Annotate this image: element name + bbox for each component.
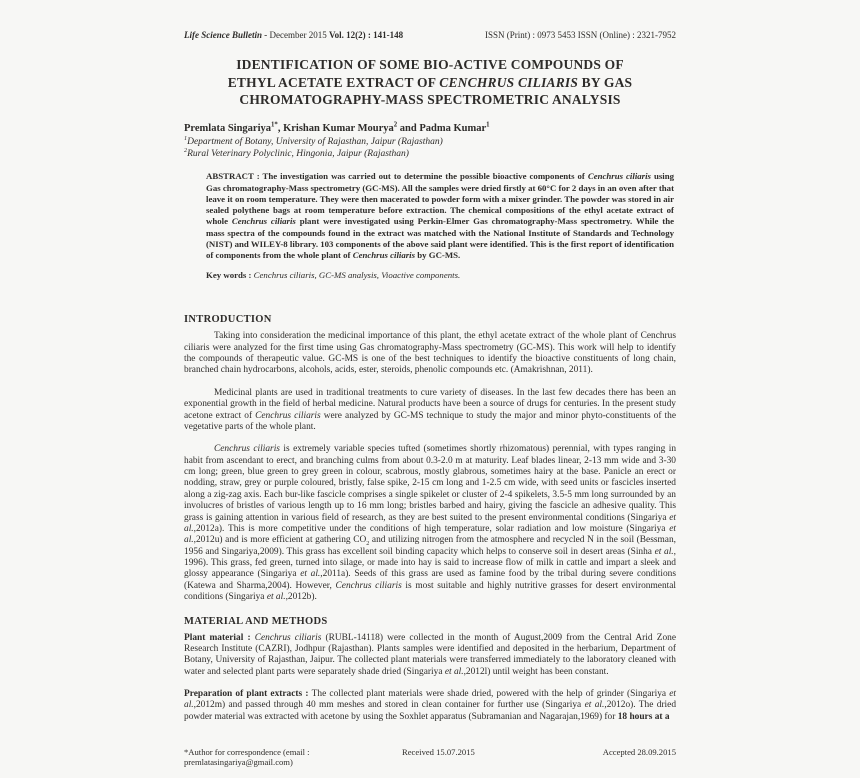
introduction-paragraph-3: Cenchrus ciliaris is extremely variable species tufted (sometimes shortly rhizomatous) perennial, with types ranging in habit from ascendant to erect, and branching culms from about 0.3-2.0 m at maturity. Leaf blades linear, 2-13 mm wide and 3-30 cm long; green, blue green to grey green in colour, scabrous, mostly glabrous, sometimes hairy at the base. Panicle an erect or nodding, straw, grey or purple coloured, bristly, false spike, 2-15 cm long and 1-2.5 cm wide, with seed units or fascicles inserted along a zig-zag axis. Each bur-like fascicle comprises a single spikelet or cluster of 2-4 spikelets, 3.5-5 mm long surrounded by an involucres of bristles of various length up to 16 mm long; bristles barbed and hairy, giving the fascicle an adhesive quality. This grass is gaining attention in various field of research, as they are best suited to the present environmental conditions (Singariya et al.,2012a). This is more competitive under the conditions of high temperature, solar radiation and low moisture (Singariya et al.,2012u) and is more efficient at gathering $CO_2$ and utilizing nitrogen from the atmosphere and recycled N in the soil (Bessman, 1956 and Singariya,2009). This grass has excellent soil binding capacity which helps to conserve soil in desert areas (Sinha et al., 1996). This grass, fed green, turned into silage, or made into hay is said to increase flow of milk in cattle and impart a sleek and glossy appearance (Singariya et al.,2011a). Seeds of this grass are used as famine food by the tribal during severe conditions (Katewa and Sharma,2004). However, Cenchrus ciliaris is most suitable and highly nutritive grasses for desert environmental conditions (Singariya et al.,2012b). xyxy=(184,444,677,603)
section-heading-introduction: INTRODUCTION xyxy=(184,314,272,326)
authors-block xyxy=(184,123,676,162)
article-title: IDENTIFICATION OF SOME BIO-ACTIVE COMPOUNDS OF ETHYL ACETATE EXTRACT OF CENCHRUS CILIARIS BY GAS CHROMATOGRAPHY-MASS SPECTROMETRIC ANALYSIS xyxy=(227,57,633,108)
methods-paragraph-preparation: Preparation of plant extracts : The collected plant materials were shade dried, powered with the help of grinder (Singariya et al.,2012m) and passed through 40 mm meshes and stored in clean container for further use (Singariya et al.,2012o). The dried powder material was extracted with acetone by using the Soxhlet apparatus (Subramanian and Nagarajan,1969) for 18 hours at a xyxy=(184,689,677,722)
methods-paragraph-plant-material: Plant material : Cenchrus ciliaris (RUBL-14118) were collected in the month of August,2009 from the Central Arid Zone Research Institute (CAZRI), Jodhpur (Rajasthan). Plants samples were identified and deposited in the herbarium, Department of Botany, University of Rajasthan, Jaipur. The collected plant materials were transferred immediately to the laboratory cleaned with water and selected plant parts were separately shade dried (Singariya et al.,2012l) until weight has been constant. xyxy=(184,632,676,677)
journal-issn: ISSN (Print) : 0973 5453 ISSN (Online) : 2321-7952 xyxy=(485,30,676,40)
section-heading-methods: MATERIAL AND METHODS xyxy=(184,615,328,627)
journal-citation: Life Science Bulletin - December 2015 Vol. 12(2) : 141-148 xyxy=(184,30,404,40)
abstract-text: ABSTRACT : The investigation was carried out to determine the possible bioactive components of Cenchrus ciliaris using Gas chromatography-Mass spectrometry (GC-MS). All the samples were dried firstly at 60°C for 2 days in an oven after that leave it on room temperature. They were then macerated to powder form with a mixer grinder. The powder was stored in air sealed polythene bags at room temperature before extraction. The chemical compositions of the ethyl acetate extract of whole Cenchrus ciliaris plant were investigated using Perkin-Elmer Gas chromatography-Mass spectrometry. While the mass spectra of the compounds found in the extract was matched with the National Institute of Standards and Technology (NIST) and WILEY-8 library. 103 components of the above said plant were identified. This is the first report of identification of components from the whole plant of Cenchrus ciliaris by GC-MS. xyxy=(206,171,675,261)
correspondence-note: *Author for correspondence (email : premlatasingariya@gmail.com) xyxy=(184,747,310,768)
page-footer xyxy=(184,747,676,767)
accepted-date: Accepted 28.09.2015 xyxy=(602,747,676,758)
affiliation-1: $^1$Department of Botany, University of Rajasthan, Jaipur (Rajasthan) xyxy=(184,135,443,147)
affiliation-2: $^2$Rural Veterinary Polyclinic, Hingonia, Jaipur (Rajasthan) xyxy=(184,148,409,160)
keywords-line: Key words : Cenchrus ciliaris, GC-MS analysis, Vioactive components. xyxy=(206,270,461,281)
author-names: Premlata Singariya$^{1*}$, Krishan Kumar Mourya$^2$ and Padma Kumar$^1$ xyxy=(184,121,490,134)
introduction-paragraph-1: Taking into consideration the medicinal importance of this plant, the ethyl acetate extract of the whole plant of Cenchrus ciliaris were analyzed for the first time using Gas chromatography-Mass spectrometry (GC-MS). This work will help to identify the compounds of therapeutic value. GC-MS is one of the best techniques to identify the bioactive constituents of long chain, branched chain hydrocarbons, alcohols, acids, ester, steroids, phenolic compounds etc. (Amakrishnan, 2011). xyxy=(184,331,676,376)
introduction-paragraph-2: Medicinal plants are used in traditional treatments to cure variety of diseases. In the last few decades there has been an exponential growth in the field of herbal medicine. Natural products have been a source of drugs for centuries. In the present study acetone extract of Cenchrus ciliaris were analyzed by GC-MS technique to study the major and minor phyto-constituents of the vegetative parts of the whole plant. xyxy=(184,387,676,432)
journal-header xyxy=(184,30,676,40)
page-content xyxy=(184,30,676,767)
received-date: Received 15.07.2015 xyxy=(402,747,475,758)
